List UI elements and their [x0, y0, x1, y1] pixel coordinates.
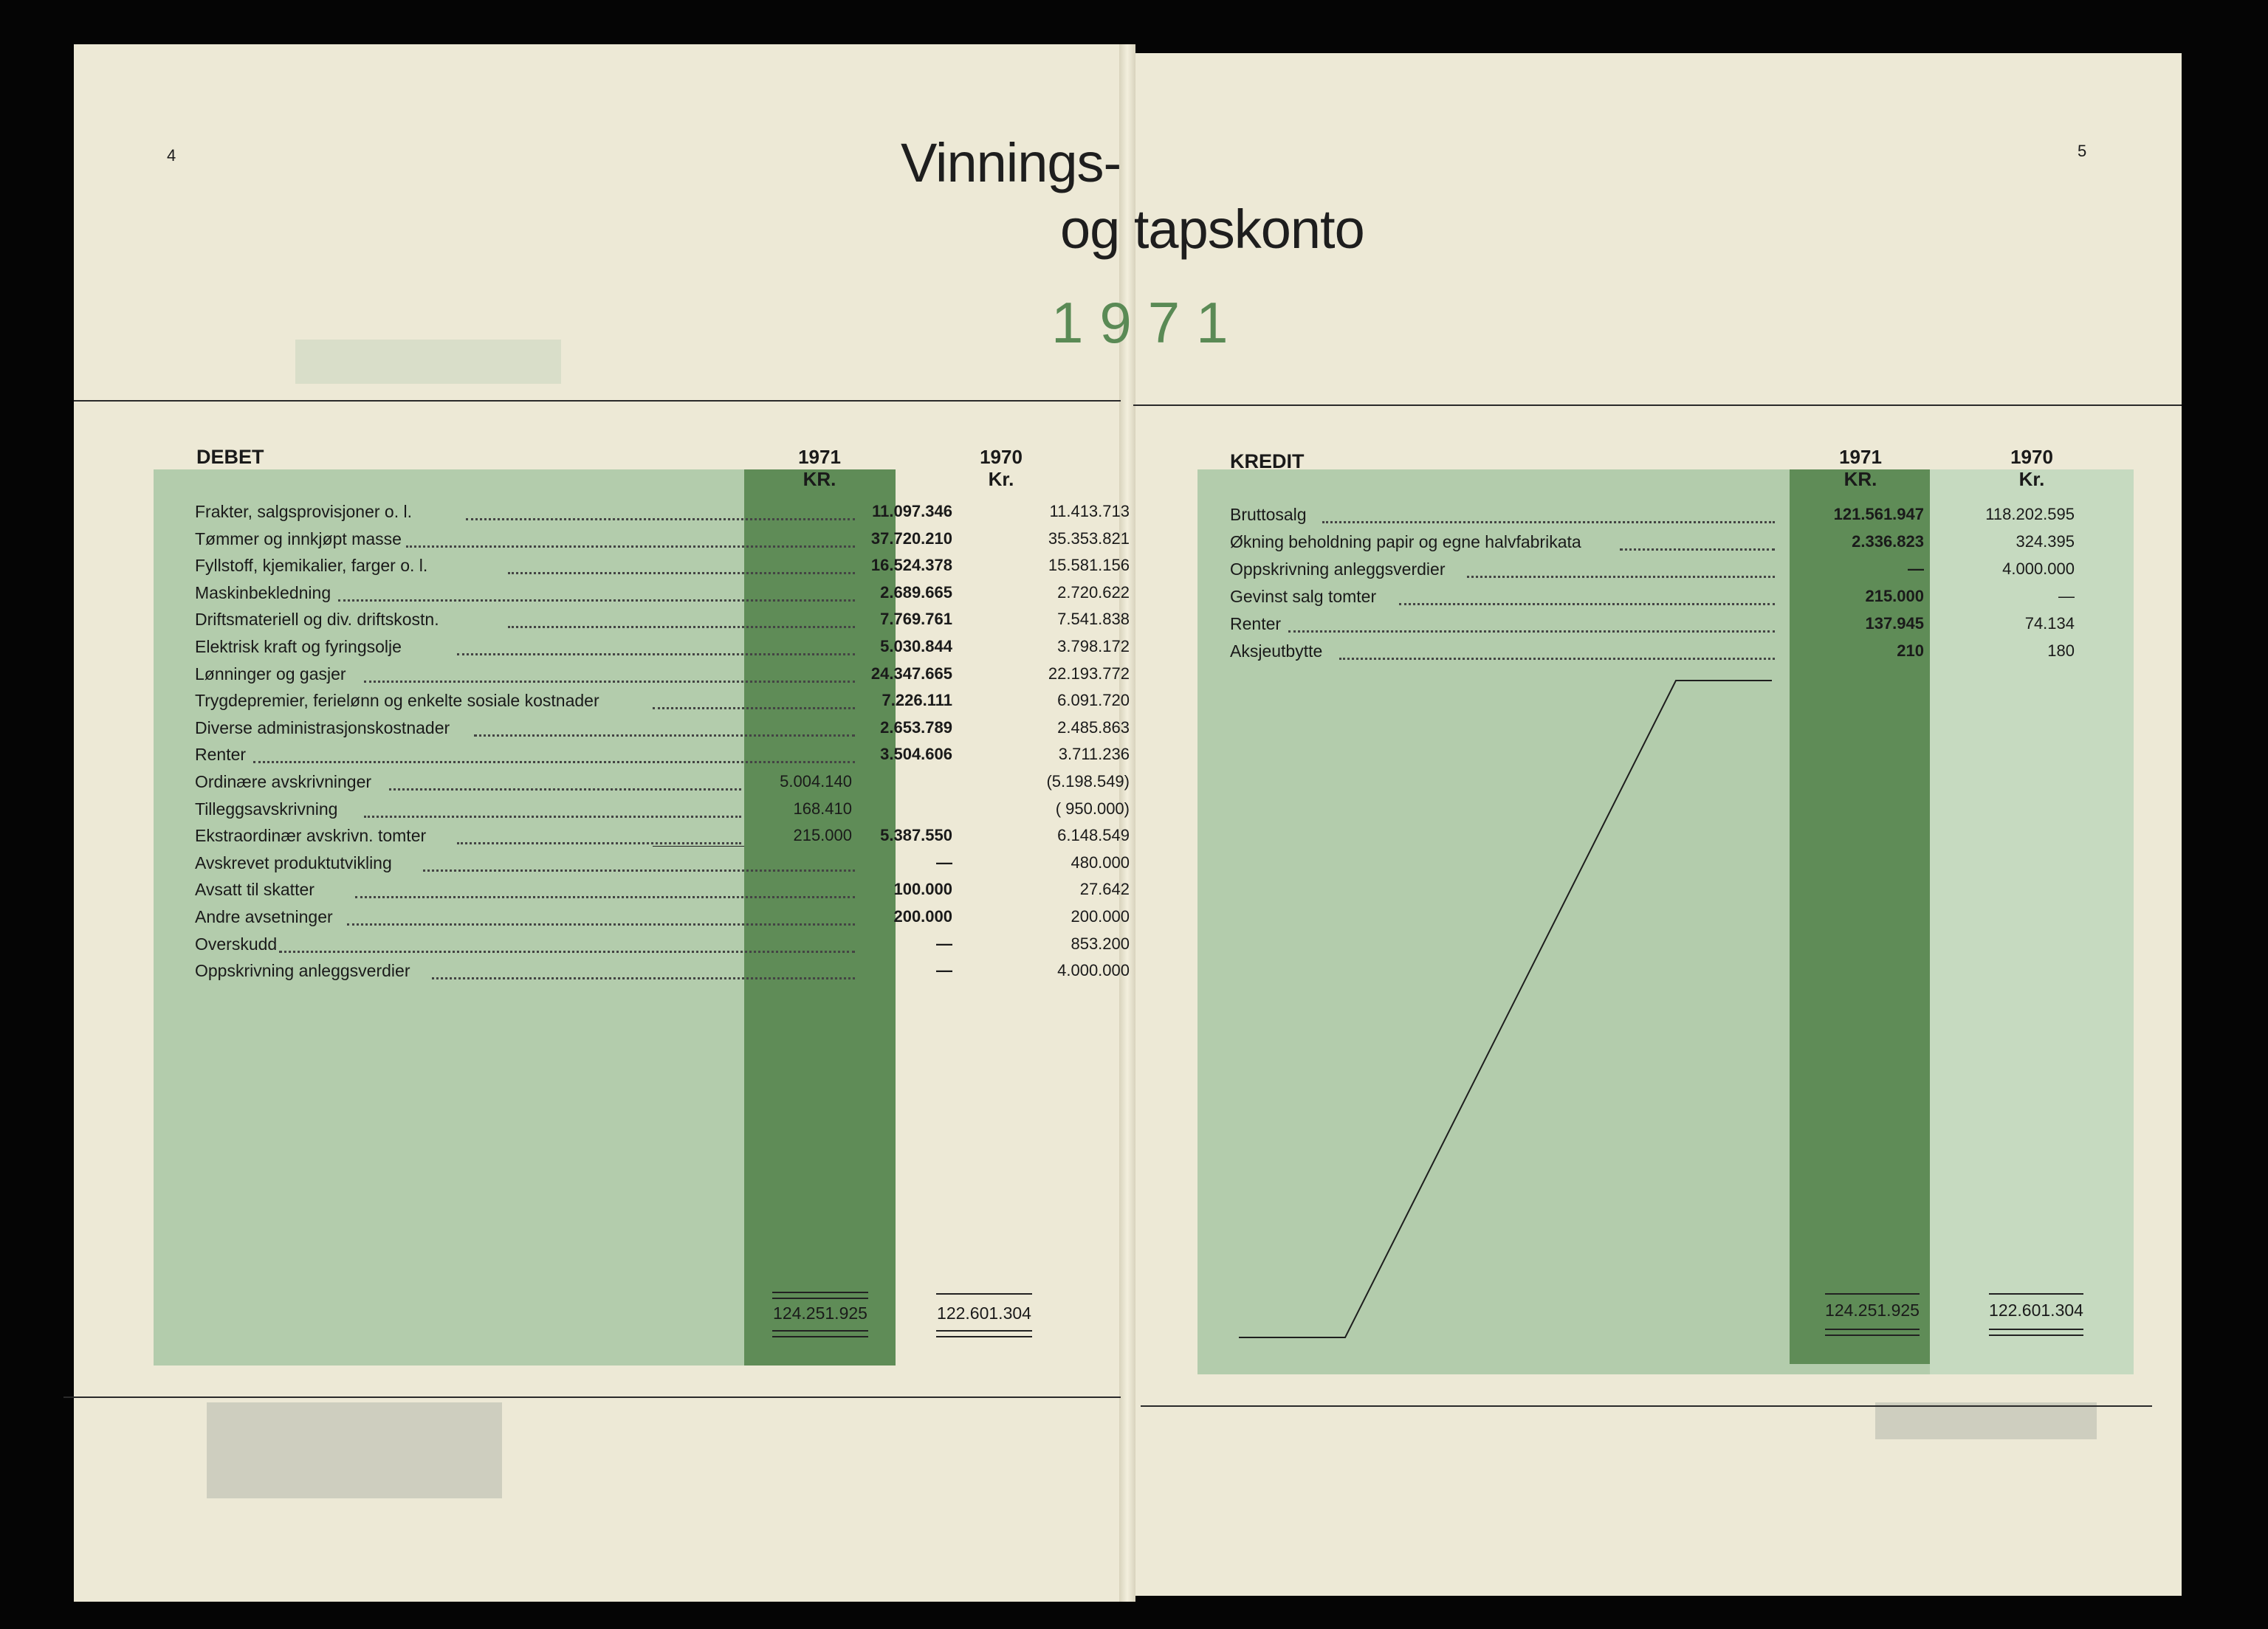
bleed-through-shadow	[207, 1402, 502, 1498]
row-leader-dots	[457, 826, 741, 844]
book-spine	[1119, 44, 1135, 1602]
row-value-1971: 5.387.550	[880, 826, 952, 845]
row-leader-dots	[1399, 587, 1776, 605]
row-leader-dots	[355, 880, 855, 898]
table-row	[195, 742, 1130, 768]
row-subvalue: 168.410	[793, 799, 852, 818]
debet-total-1970-rule	[936, 1293, 1032, 1295]
row-label: Driftsmateriell og div. driftskostn.	[195, 610, 439, 630]
debet-col-1971-header	[760, 446, 879, 490]
row-leader-dots	[1620, 532, 1776, 551]
row-label: Aksjeutbytte	[1230, 641, 1323, 661]
kredit-total-1971: 124.251.925	[1825, 1301, 1920, 1320]
kredit-col-1970-header	[1973, 446, 2091, 490]
table-row	[195, 877, 1130, 903]
row-label: Tømmer og innkjøpt masse	[195, 528, 402, 548]
kredit-col-1971-unit: KR.	[1843, 468, 1877, 490]
bottom-rule-right	[1141, 1405, 2152, 1407]
table-row	[195, 850, 1130, 877]
row-label: Trygdepremier, ferielønn og enkelte sosiale kostnader	[195, 691, 599, 711]
row-value-1971: —	[1908, 559, 1924, 578]
kredit-total-1970-double-rule	[1989, 1329, 2083, 1336]
table-row	[195, 607, 1130, 633]
kredit-total-1970-rule	[1989, 1293, 2083, 1295]
top-rule-right	[1133, 404, 2182, 406]
row-label: Overskudd	[195, 934, 278, 954]
bleed-through-shadow	[295, 340, 561, 384]
row-leader-dots	[279, 934, 856, 953]
table-row	[1230, 584, 2086, 610]
row-label: Avskrevet produktutvikling	[195, 853, 392, 872]
table-row	[195, 769, 1130, 796]
row-label: Renter	[1230, 614, 1282, 633]
row-value-1970: 2.720.622	[1057, 582, 1130, 602]
row-value-1971: 100.000	[893, 880, 952, 899]
row-leader-dots	[653, 691, 856, 709]
debet-col-1970-unit: Kr.	[988, 468, 1014, 490]
debet-col-1971-year: 1971	[798, 446, 841, 468]
row-value-1970: 11.413.713	[1049, 502, 1130, 520]
row-value-1971: —	[936, 961, 952, 980]
row-label: Renter	[195, 745, 247, 765]
row-value-1970: 3.711.236	[1058, 745, 1130, 764]
row-value-1970: 2.485.863	[1057, 717, 1130, 737]
row-value-1971: 2.336.823	[1852, 532, 1924, 551]
row-label: Økning beholdning papir og egne halvfabrikata	[1230, 532, 1581, 551]
row-value-1971: 2.689.665	[880, 582, 952, 602]
row-label: Ordinære avskrivninger	[195, 772, 372, 791]
row-value-1970: 200.000	[1071, 907, 1130, 926]
row-label: Fyllstoff, kjemikalier, farger o. l.	[195, 556, 428, 576]
row-label: Elektrisk kraft og fyringsolje	[195, 637, 402, 656]
kredit-total-1971-rule	[1825, 1293, 1920, 1295]
row-value-1971: 7.226.111	[882, 691, 952, 710]
debet-col-1971-unit: KR.	[803, 468, 836, 490]
row-value-1970: 6.091.720	[1057, 691, 1130, 710]
row-leader-dots	[1322, 505, 1775, 523]
row-value-1970: 35.353.821	[1048, 528, 1130, 548]
title-line-2: og tapskonto	[1060, 199, 1364, 260]
title-line-1: Vinnings-	[901, 132, 1121, 193]
row-label: Ekstraordinær avskrivn. tomter	[195, 826, 427, 846]
row-value-1970: 7.541.838	[1057, 610, 1130, 629]
table-row	[195, 823, 1130, 850]
table-row	[195, 958, 1130, 985]
row-label: Gevinst salg tomter	[1230, 587, 1377, 606]
kredit-total-1970: 122.601.304	[1989, 1301, 2083, 1320]
table-row	[195, 796, 1130, 823]
row-leader-dots	[508, 556, 855, 574]
kredit-decorative-line	[1233, 664, 1779, 1351]
table-row	[1230, 557, 2086, 583]
debet-total-1971: 124.251.925	[773, 1303, 867, 1323]
row-label: Tilleggsavskrivning	[195, 799, 338, 819]
row-value-1970: 27.642	[1079, 880, 1130, 899]
row-value-1971: 7.769.761	[880, 610, 952, 629]
row-label: Frakter, salgsprovisjoner o. l.	[195, 502, 413, 521]
row-value-1971: 200.000	[893, 907, 952, 926]
table-row	[195, 688, 1130, 714]
row-leader-dots	[508, 610, 855, 628]
row-label: Oppskrivning anleggsverdier	[195, 961, 410, 981]
row-value-1971: 210	[1897, 641, 1924, 660]
debet-col-1970-year: 1970	[980, 446, 1023, 468]
row-value-1970: 118.202.595	[1985, 505, 2075, 523]
row-subvalue: 215.000	[793, 826, 852, 845]
row-label: Andre avsetninger	[195, 907, 333, 926]
kredit-col-1970-year: 1970	[2010, 446, 2053, 468]
page-number-right: 5	[2078, 142, 2087, 160]
kredit-col-1970-unit: Kr.	[2018, 468, 2045, 490]
row-value-1970: 324.395	[2016, 532, 2075, 551]
table-row	[195, 715, 1130, 742]
table-row	[195, 931, 1130, 958]
row-leader-dots	[466, 502, 856, 520]
bleed-through-shadow	[1875, 1402, 2097, 1439]
table-row	[195, 499, 1130, 526]
debet-total-1971-rule	[772, 1292, 868, 1299]
row-value-1971: 3.504.606	[880, 745, 952, 764]
row-leader-dots	[474, 718, 855, 737]
row-value-1970: 853.200	[1071, 934, 1130, 953]
row-value-1970: 74.134	[2024, 614, 2075, 633]
row-value-1970: 22.193.772	[1048, 664, 1130, 683]
row-value-1970: 180	[2047, 641, 2075, 660]
table-row	[195, 580, 1130, 607]
row-value-1970: 3.798.172	[1057, 637, 1130, 655]
table-row	[1230, 611, 2086, 638]
row-leader-dots	[364, 664, 856, 683]
row-value-1971: 137.945	[1865, 614, 1924, 633]
bottom-rule-left	[63, 1396, 1121, 1398]
row-leader-dots	[1467, 559, 1776, 578]
row-value-1971: 5.030.844	[880, 637, 952, 655]
kredit-heading: KREDIT	[1230, 450, 1305, 472]
table-row	[195, 553, 1130, 579]
row-leader-dots	[423, 853, 855, 872]
table-row	[1230, 529, 2086, 556]
row-value-1970: 6.148.549	[1057, 826, 1130, 845]
table-row	[1230, 638, 2086, 665]
page-number-left: 4	[167, 146, 176, 165]
table-row	[195, 634, 1130, 661]
debet-col-1970-header	[942, 446, 1060, 490]
row-label: Avsatt til skatter	[195, 880, 315, 900]
row-value-1971: 2.653.789	[880, 717, 952, 737]
row-leader-dots	[253, 745, 855, 763]
row-value-1971: 121.561.947	[1833, 505, 1924, 523]
subvalue-underline	[653, 846, 744, 847]
title-year: 1971	[1051, 290, 1245, 355]
row-label: Lønninger og gasjer	[195, 664, 346, 683]
row-label: Maskinbekledning	[195, 582, 331, 602]
debet-heading: DEBET	[196, 446, 264, 468]
kredit-total-1971-double-rule	[1825, 1329, 1920, 1336]
row-value-1971: 16.524.378	[870, 556, 952, 575]
row-label: Diverse administrasjonskostnader	[195, 717, 450, 737]
row-value-1970: (5.198.549)	[1046, 772, 1130, 791]
table-row	[195, 661, 1130, 688]
row-value-1970: 4.000.000	[1057, 961, 1130, 980]
debet-total-1970-double-rule	[936, 1330, 1032, 1337]
row-leader-dots	[406, 529, 855, 548]
row-value-1970: —	[2058, 587, 2075, 605]
top-rule-left	[74, 400, 1121, 402]
row-leader-dots	[364, 799, 742, 818]
row-leader-dots	[338, 583, 855, 602]
row-leader-dots	[1339, 641, 1775, 660]
row-leader-dots	[389, 772, 741, 791]
debet-total-1970: 122.601.304	[937, 1303, 1031, 1323]
kredit-col-1971-year: 1971	[1839, 446, 1882, 468]
row-leader-dots	[432, 961, 856, 979]
row-leader-dots	[457, 637, 855, 655]
kredit-col-1971-header	[1801, 446, 1920, 490]
debet-total-1971-double-rule	[772, 1330, 868, 1337]
row-value-1970: 15.581.156	[1048, 556, 1130, 575]
table-row	[1230, 502, 2086, 528]
row-leader-dots	[1288, 614, 1775, 633]
row-value-1970: 4.000.000	[2002, 559, 2075, 578]
row-value-1970: 480.000	[1071, 853, 1130, 872]
row-value-1971: —	[936, 853, 952, 872]
row-value-1971: 37.720.210	[870, 528, 952, 548]
row-subvalue: 5.004.140	[780, 772, 852, 791]
row-label: Oppskrivning anleggsverdier	[1230, 559, 1446, 579]
row-value-1970: ( 950.000)	[1055, 799, 1130, 818]
row-leader-dots	[347, 907, 856, 926]
table-row	[195, 904, 1130, 931]
row-label: Bruttosalg	[1230, 505, 1307, 524]
row-value-1971: —	[936, 934, 952, 953]
row-value-1971: 11.097.346	[872, 502, 952, 520]
row-value-1971: 215.000	[1865, 587, 1924, 605]
row-value-1971: 24.347.665	[870, 664, 952, 683]
table-row	[195, 526, 1130, 553]
